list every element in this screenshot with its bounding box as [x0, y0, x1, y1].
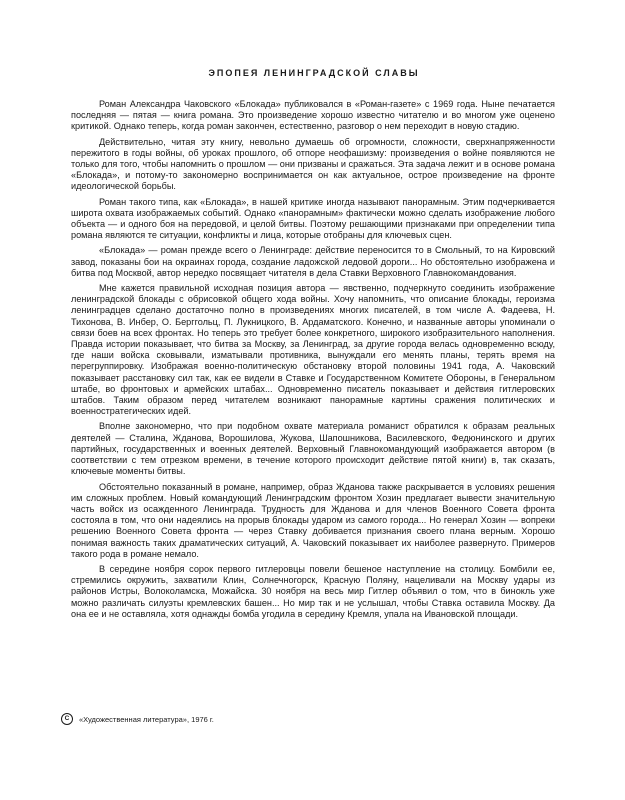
- paragraph: Роман такого типа, как «Блокада», в нашей критике иногда называют панорамным. Этим подчеркивается широта охвата изображаемых событий. Однако «панорамным» фактически можно сделать изображение любого объекта — и одного боя на передовой, и целой битвы. Поэтому решающими признаками при определении типа романа являются те ситуации, конфликты и лица, которые отобраны для ключевых сцен.: [71, 196, 555, 241]
- paragraph: Вполне закономерно, что при подобном охвате материала романист обратился к образам реальных деятелей — Сталина, Жданова, Ворошилова, Жукова, Шапошникова, Василевского, Федюнинского и других партийных, государственных и военных деятелей. Верховный Главнокомандующий изображается автором (в соответствии с тем отрезком времени, в течение которого происходит действие пятой книги) в, так сказать, ключевые моменты битвы.: [71, 421, 555, 477]
- paragraph: Действительно, читая эту книгу, невольно думаешь об огромности, сложности, сверхнапряженности пережитого в годы войны, об уроках прошлого, об отпоре неофашизму: произведения о войне появляются не только для того, чтобы напомнить о прошлом — они призваны и сражаться. Эта задача лежит и в основе романа «Блокада», и потому-то закономерно воспринимается он как актуальное, острое произведение на фронте идеологической борьбы.: [71, 136, 555, 192]
- copyright-icon: С: [61, 713, 73, 725]
- paragraph: Обстоятельно показанный в романе, например, образ Жданова также раскрывается в условиях решения им сложных проблем. Новый командующий Ленинградским фронтом Хозин предлагает вывести значительную часть войск из осажденного Ленинграда. Трудность для Жданова и для членов Военного Совета фронта состояла в том, что они надеялись на прорыв блокады ударом из самого города... Но генерал Хозин — вопреки решению Военного Совета фронта — через Ставку добивается признания своего плана верным. Хорошо понимая важность таких драматических ситуаций, А. Чаковский показывает их наиболее развернуто. Примеров такого рода в романе немало.: [71, 481, 555, 559]
- article-title: ЭПОПЕЯ ЛЕНИНГРАДСКОЙ СЛАВЫ: [208, 68, 420, 78]
- copyright-footer: [61, 713, 214, 725]
- article-body: [71, 99, 555, 620]
- copyright-text: «Художественная литература», 1976 г.: [79, 714, 214, 724]
- paragraph: Роман Александра Чаковского «Блокада» публиковался в «Роман-газете» с 1969 года. Ныне печатается последняя — пятая — книга романа. Это произведение хорошо известно читателю и во многом уже оценено критикой. Однако теперь, когда роман закончен, естественно, разговор о нем переходит в новую стадию.: [71, 99, 555, 132]
- paragraph: Мне кажется правильной исходная позиция автора — явственно, подчеркнуто соединить изображение ленинградской блокады с обрисовкой общего хода войны. Хочу напомнить, что описание блокады, героизма ленинградцев сделано достаточно полно в произведениях многих писателей, в том числе А. Фадеева, Н. Тихонова, В. Инбер, О. Берггольц, П. Лукницкого, В. Ардаматского. Конечно, и названные авторы упоминали о связи боев на всех фронтах. Но теперь это требует более конкретного, широкого изобразительного наполнения. Правда истории показывает, что битва за Москву, за Ленинград, за другие города велась одновременно всюду, где наши войска сковывали, изматывали противника, вынуждали его менять планы, терять время на перегруппировку. Изображая военно-политическую обстановку второй половины 1941 года, А. Чаковский показывает расстановку сил так, как ее видели в Ставке и Государственном Комитете Обороны, в Генеральном штабе, во фронтовых и армейских штабах... Одновременно писатель показывает и действия гитлеровских штабов. Таким образом перед читателем возникают панорамные картины сражения политических и военностратегических идей.: [71, 283, 555, 417]
- paragraph: «Блокада» — роман прежде всего о Ленинграде: действие переносится то в Смольный, то на Кировский завод, показаны бои на окраинах города, создание ладожской ледовой дороги... Но обстоятельно изображена и битва под Москвой, автор нередко посвящает читателя в дела Ставки Верховного Главнокомандования.: [71, 245, 555, 278]
- paragraph: В середине ноября сорок первого гитлеровцы повели бешеное наступление на столицу. Бомбили ее, стремились окружить, захватили Клин, Солнечногорск, Красную Поляну, нацеливали на Москву удары из районов Истры, Волоколамска, Можайска. 30 ноября на весь мир Гитлер объявил о том, что в бинокль уже можно различать силуэты кремлевских башен... Но мир так и не услышал, чтобы Ставка оставила Москву. Да она ее и не оставляла, хотя однажды бомба угодила в середину Кремля, упала на Ивановской площади.: [71, 563, 555, 619]
